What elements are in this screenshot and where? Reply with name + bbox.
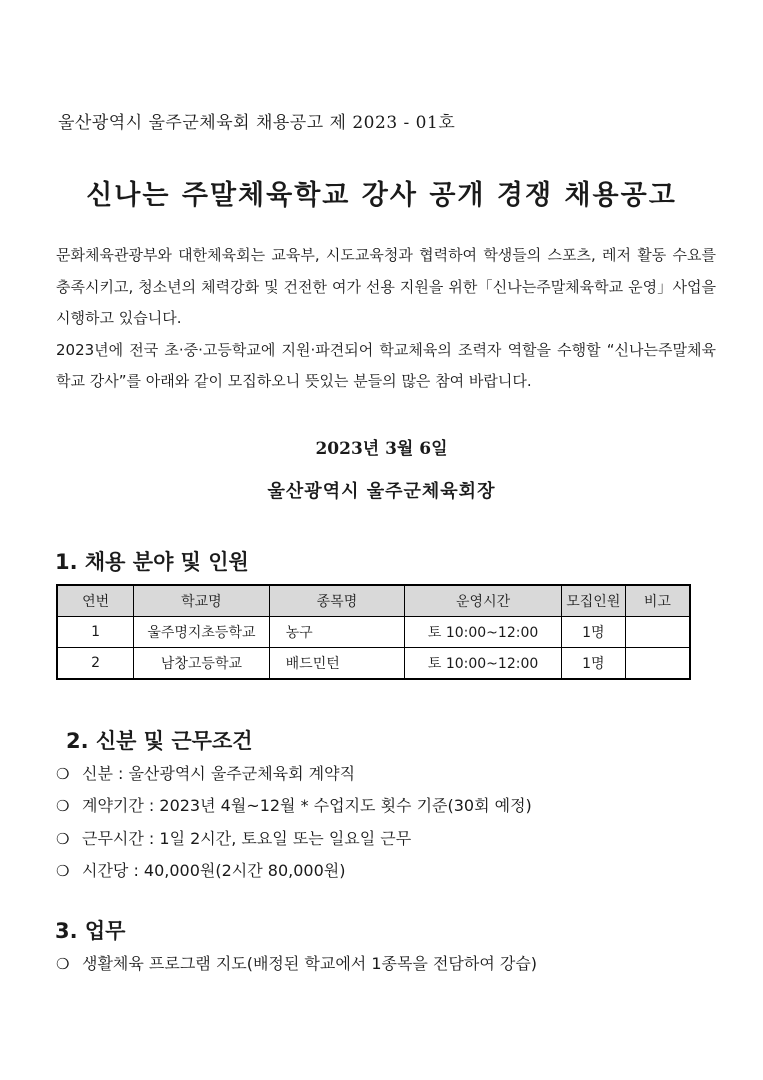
table-cell: 울주명지초등학교: [134, 617, 269, 648]
list-item: [56, 761, 355, 784]
column-header: 학교명: [134, 585, 269, 617]
table-cell: 토 10:00~12:00: [405, 617, 562, 648]
circle-bullet-icon: ❍: [56, 955, 70, 973]
column-header: 비고: [625, 585, 690, 617]
table-cell: [625, 617, 690, 648]
table-cell: 1명: [561, 648, 625, 680]
table-row: [57, 617, 690, 648]
list-item-text: 계약기간 : 2023년 4월~12월 * 수업지도 횟수 기준(30회 예정): [82, 796, 532, 815]
column-header: 연번: [57, 585, 134, 617]
notice-number: 울산광역시 울주군체육회 채용공고 제 2023 - 01호: [58, 113, 456, 133]
intro-text: [56, 240, 716, 398]
announcement-date: 2023년 3월 6일: [315, 439, 448, 459]
table-cell: [269, 648, 405, 680]
list-item: [56, 793, 532, 816]
list-item: [56, 858, 345, 881]
circle-bullet-icon: ❍: [56, 797, 70, 815]
intro-paragraph-2: 2023년에 전국 초·중·고등학교에 지원·파견되어 학교체육의 조력자 역할을 수행할 “신나는주말체육학교 강사”를 아래와 같이 모집하오니 뜻있는 분들의 많은 참여 바랍니다.: [56, 340, 716, 390]
table-cell: [269, 617, 405, 648]
circle-bullet-icon: ❍: [56, 765, 70, 783]
intro-paragraph-1: 문화체육관광부와 대한체육회는 교육부, 시도교육청과 협력하여 학생들의 스포츠, 레저 활동 수요를 충족시키고, 청소년의 체력강화 및 건전한 여가 선용 지원을 위한「신나는주말체육학교 운영」사업을 시행하고 있습니다.: [56, 246, 716, 327]
table-cell: 2: [57, 648, 134, 680]
list-item: [56, 951, 537, 974]
list-item-text: 생활체육 프로그램 지도(배정된 학교에서 1종목을 전담하여 강습): [82, 954, 538, 973]
recruitment-table: [56, 584, 691, 680]
page-title: 신나는 주말체육학교 강사 공개 경쟁 채용공고: [86, 180, 677, 211]
table-cell: 1명: [561, 617, 625, 648]
list-item-text: 시간당 : 40,000원(2시간 80,000원): [82, 861, 346, 880]
sport-name: 농구: [285, 625, 313, 641]
column-header: 종목명: [269, 585, 405, 617]
issuer-name: 울산광역시 울주군체육회장: [267, 481, 496, 502]
section-heading-conditions: 2. 신분 및 근무조건: [66, 729, 253, 753]
table-row: [57, 648, 690, 680]
table-cell: 1: [57, 617, 134, 648]
column-header: 모집인원: [561, 585, 625, 617]
section-heading-recruitment: 1. 채용 분야 및 인원: [55, 550, 249, 574]
section-heading-duties: 3. 업무: [55, 919, 126, 943]
list-item-text: 신분 : 울산광역시 울주군체육회 계약직: [82, 764, 356, 783]
table-header-row: [57, 585, 690, 617]
circle-bullet-icon: ❍: [56, 830, 70, 848]
table-cell: 토 10:00~12:00: [405, 648, 562, 680]
list-item-text: 근무시간 : 1일 2시간, 토요일 또는 일요일 근무: [82, 829, 412, 848]
column-header: 운영시간: [405, 585, 562, 617]
table-cell: 남창고등학교: [134, 648, 269, 680]
list-item: [56, 826, 411, 849]
circle-bullet-icon: ❍: [56, 862, 70, 880]
sport-name: 배드민턴: [285, 656, 340, 672]
table-cell: [625, 648, 690, 680]
